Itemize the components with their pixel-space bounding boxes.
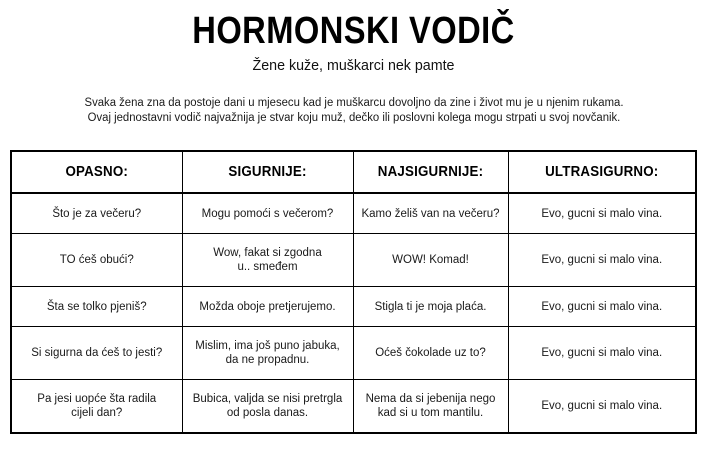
table-cell-r4-c2 <box>182 327 353 380</box>
cell-text-line: Pa jesi uopće šta radila <box>37 393 157 405</box>
cell-text-line: TO ćeš obući? <box>59 254 134 266</box>
hormone-guide-table <box>10 150 697 434</box>
page-title: HORMONSKI VODIČ <box>192 10 515 52</box>
cell-text-line: u.. smeđem <box>237 261 298 273</box>
page-header <box>0 0 707 74</box>
table-cell-r2-c1 <box>11 234 182 287</box>
cell-text-line: Mislim, ima još puno jabuka, <box>195 340 340 352</box>
intro-paragraph <box>24 96 684 126</box>
table-body <box>11 193 696 433</box>
table-column-header-3: NAJSIGURNIJE: <box>359 151 502 193</box>
page-subtitle: Žene kuže, muškarci nek pamte <box>252 57 455 74</box>
table-cell-r4-c3 <box>353 327 508 380</box>
guide-table-container <box>10 150 695 434</box>
cell-text-line: Evo, gucni si malo vina. <box>541 300 663 313</box>
cell-text-line: Bubica, valjda se nisi pretrgla <box>192 393 343 405</box>
cell-text-line: Evo, gucni si malo vina. <box>541 400 663 412</box>
table-row <box>11 287 696 327</box>
table-row <box>11 380 696 434</box>
intro-line-1: Svaka žena zna da postoje dani u mjesecu kad je muškarcu dovoljno da zine i život mu je u njenim rukama. <box>84 97 623 109</box>
table-cell-r5-c3 <box>353 380 508 434</box>
table-cell-r5-c4 <box>508 380 696 434</box>
table-column-header-4: ULTRASIGURNO: <box>516 151 689 193</box>
cell-text-line: Šta se tolko pjeniš? <box>46 300 147 313</box>
cell-text-line: Mogu pomoći s večerom? <box>201 207 334 220</box>
cell-text-line: Kamo želiš van na večeru? <box>361 207 500 220</box>
cell-text-line: Nema da si jebenija nego <box>365 393 496 405</box>
table-cell-r1-c1 <box>11 193 182 234</box>
table-row <box>11 193 696 234</box>
cell-text-line: Oćeš čokolade uz to? <box>375 347 486 359</box>
cell-text-line: Evo, gucni si malo vina. <box>541 347 663 359</box>
table-column-header-2: SIGURNIJE: <box>189 151 346 193</box>
table-column-header-1: OPASNO: <box>18 151 175 193</box>
table-cell-r4-c1 <box>11 327 182 380</box>
table-header-group <box>11 151 696 193</box>
table-cell-r3-c3 <box>353 287 508 327</box>
cell-text-line: cijeli dan? <box>71 407 123 419</box>
intro-line-2: Ovaj jednostavni vodič najvažnija je stvar koju muž, dečko ili poslovni kolega mogu strpati u svoj novčanik. <box>87 112 620 124</box>
table-row <box>11 234 696 287</box>
table-row <box>11 327 696 380</box>
cell-text-line: od posla danas. <box>226 407 309 419</box>
table-cell-r3-c4 <box>508 287 696 327</box>
cell-text-line: Što je za večeru? <box>52 207 142 220</box>
cell-text-line: Možda oboje pretjerujemo. <box>199 300 336 313</box>
table-cell-r5-c1 <box>11 380 182 434</box>
cell-text-line: da ne propadnu. <box>225 354 310 366</box>
table-cell-r5-c2 <box>182 380 353 434</box>
table-cell-r2-c4 <box>508 234 696 287</box>
table-cell-r1-c2 <box>182 193 353 234</box>
cell-text-line: Stigla ti je moja plaća. <box>374 300 487 313</box>
cell-text-line: Evo, gucni si malo vina. <box>541 254 663 266</box>
table-cell-r1-c4 <box>508 193 696 234</box>
cell-text-line: Si sigurna da ćeš to jesti? <box>31 347 163 359</box>
table-header-row <box>11 151 696 193</box>
table-cell-r1-c3 <box>353 193 508 234</box>
cell-text-line: Wow, fakat si zgodna <box>213 247 322 259</box>
table-cell-r2-c2 <box>182 234 353 287</box>
cell-text-line: Evo, gucni si malo vina. <box>541 207 663 220</box>
table-cell-r3-c1 <box>11 287 182 327</box>
cell-text-line: WOW! Komad! <box>392 254 469 266</box>
table-cell-r4-c4 <box>508 327 696 380</box>
table-cell-r3-c2 <box>182 287 353 327</box>
cell-text-line: kad si u tom mantilu. <box>377 407 484 419</box>
table-cell-r2-c3 <box>353 234 508 287</box>
